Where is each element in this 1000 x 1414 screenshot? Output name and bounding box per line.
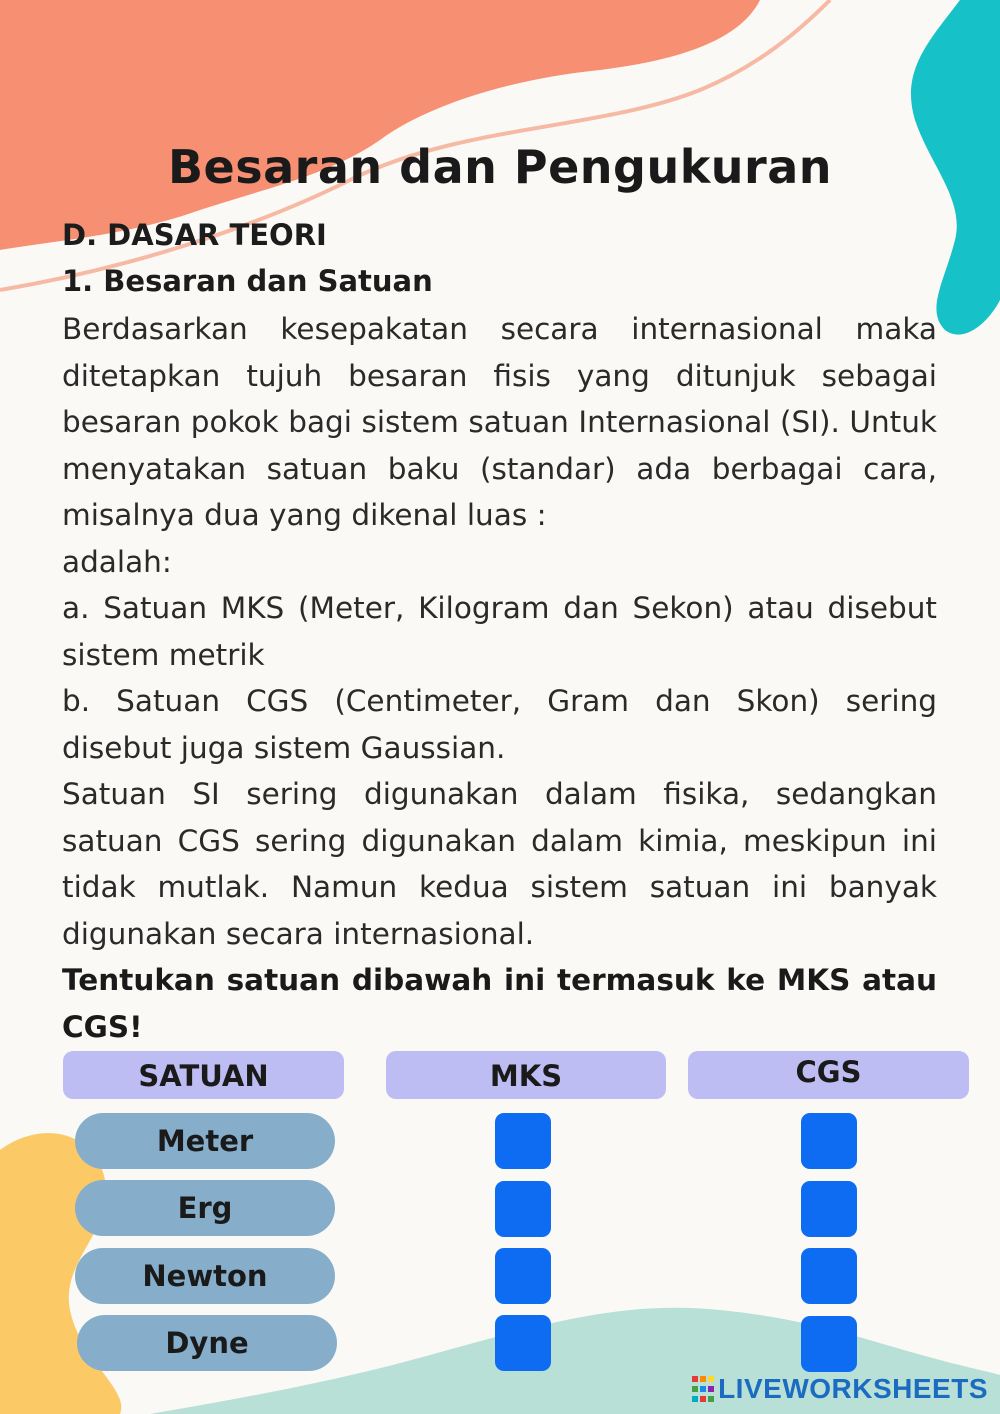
header-cgs: CGS (688, 1051, 969, 1099)
mks-checkbox-dyne[interactable] (495, 1315, 551, 1371)
cgs-checkbox-erg[interactable] (801, 1181, 857, 1237)
liveworksheets-logo-text: LIVEWORKSHEETS (718, 1373, 988, 1404)
subsection-heading: 1. Besaran dan Satuan (62, 264, 433, 298)
cgs-checkbox-newton[interactable] (801, 1248, 857, 1304)
unit-meter: Meter (75, 1113, 335, 1169)
paragraph-mks: a. Satuan MKS (Meter, Kilogram dan Sekon) atau disebut sistem metrik (62, 591, 937, 672)
mks-checkbox-erg[interactable] (495, 1181, 551, 1237)
theory-text (62, 306, 937, 957)
section-heading: D. DASAR TEORI (62, 218, 327, 252)
liveworksheets-logo[interactable] (692, 1372, 988, 1406)
unit-erg: Erg (75, 1180, 335, 1236)
mks-checkbox-newton[interactable] (495, 1248, 551, 1304)
unit-dyne: Dyne (77, 1315, 337, 1371)
paragraph-adalah: adalah: (62, 544, 172, 579)
paragraph-usage: Satuan SI sering digunakan dalam fisika, sedangkan satuan CGS sering digunakan dalam kimia, meskipun ini tidak mutlak. Namun kedua sistem satuan ini banyak digunakan secara internasional. (62, 777, 937, 951)
liveworksheets-logo-icon (692, 1376, 714, 1402)
header-mks: MKS (386, 1051, 666, 1099)
paragraph-intro: Berdasarkan kesepakatan secara internasional maka ditetapkan tujuh besaran fisis yang ditunjuk sebagai besaran pokok bagi sistem satuan Internasional (SI). Untuk menyatakan satuan baku (standar) ada berbagai cara, misalnya dua yang dikenal luas : (62, 312, 937, 532)
instruction-text: Tentukan satuan dibawah ini termasuk ke MKS atau CGS! (62, 963, 937, 1044)
cgs-checkbox-meter[interactable] (801, 1113, 857, 1169)
header-satuan: SATUAN (63, 1051, 344, 1099)
paragraph-cgs: b. Satuan CGS (Centimeter, Gram dan Skon) sering disebut juga sistem Gaussian. (62, 684, 937, 765)
mks-checkbox-meter[interactable] (495, 1113, 551, 1169)
page-title: Besaran dan Pengukuran (167, 140, 833, 194)
unit-newton: Newton (75, 1248, 335, 1304)
cgs-checkbox-dyne[interactable] (801, 1316, 857, 1372)
